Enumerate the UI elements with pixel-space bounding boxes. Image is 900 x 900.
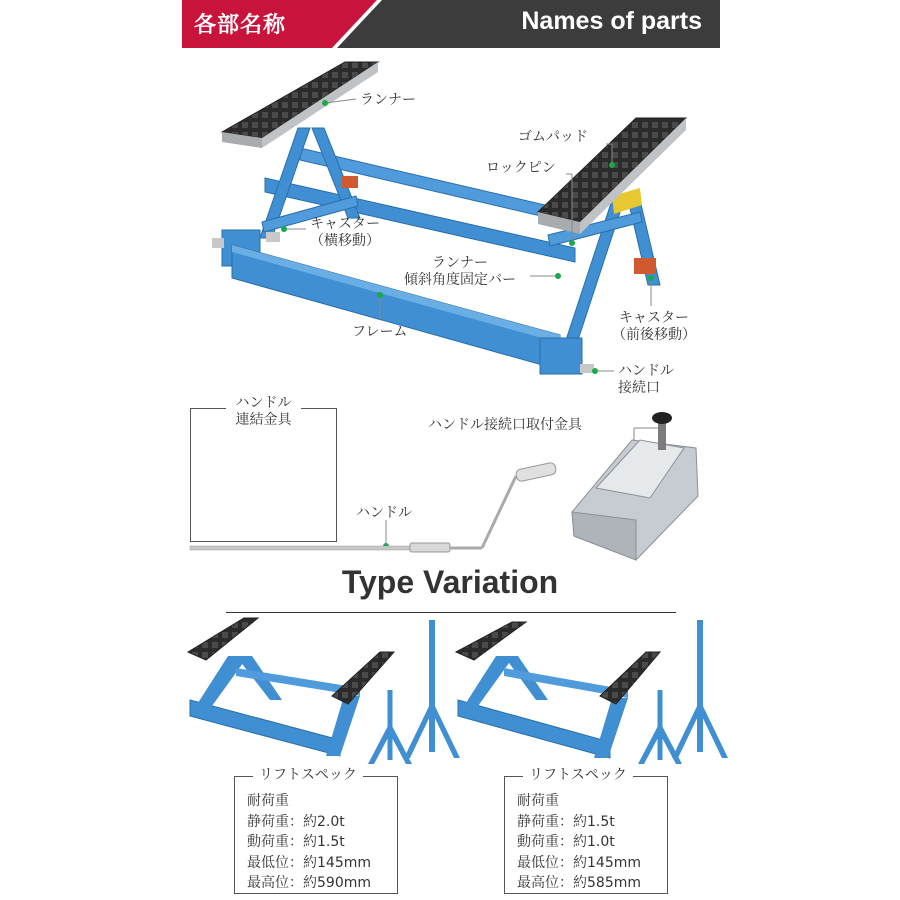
label-handle-port-line1: ハンドル — [618, 363, 674, 379]
label-coupling-line1: ハンドル — [235, 395, 292, 411]
label-handle-port — [618, 363, 674, 397]
type-variation-divider — [226, 612, 676, 613]
label-handle-port-line2: 接続口 — [618, 380, 660, 396]
bracket-illustration — [572, 412, 698, 560]
spec-box-1 — [234, 767, 398, 894]
spec-1-line: 静荷重：約2.0t — [247, 813, 345, 830]
spec-2-line: 耐荷重 — [517, 793, 559, 809]
spec-1-line: 最低位：約145mm — [247, 854, 371, 871]
label-coupling-line2: 連結金具 — [235, 412, 292, 428]
spec-2-line: 最高位：約585mm — [517, 875, 641, 891]
label-caster-side — [310, 216, 380, 250]
label-rubber-pad: ゴムパッド — [518, 129, 588, 145]
spec-box-2 — [504, 767, 668, 894]
spec-2-title: リフトスペック — [523, 767, 633, 784]
label-bracket: ハンドル接続口取付金具 — [428, 417, 582, 433]
spec-1-line: 最高位：約590mm — [247, 875, 371, 891]
spec-2-line: 最低位：約145mm — [517, 854, 641, 871]
label-caster-side-line1: キャスター — [310, 216, 380, 232]
label-caster-front-line2: （前後移動） — [612, 327, 696, 343]
spec-1-title: リフトスペック — [253, 767, 363, 784]
label-angle-bar-line1: ランナー — [432, 255, 488, 271]
spec-1-line: 動荷重：約1.5t — [247, 834, 345, 850]
label-angle-bar — [404, 255, 516, 289]
spec-2-line: 動荷重：約1.0t — [517, 834, 615, 850]
label-caster-side-line2: （横移動） — [310, 233, 380, 249]
spec-2-line: 静荷重：約1.5t — [517, 813, 615, 830]
variation-2-illustration — [456, 620, 728, 764]
label-caster-front-line1: キャスター — [619, 310, 689, 326]
label-coupling — [226, 395, 301, 429]
label-lock-pin: ロックピン — [486, 160, 556, 176]
label-runner: ランナー — [360, 92, 416, 108]
type-variation-title: Type Variation — [341, 564, 559, 600]
label-angle-bar-line2: 傾斜角度固定バー — [404, 272, 516, 288]
variation-1-illustration — [188, 618, 460, 764]
label-handle: ハンドル — [356, 505, 412, 521]
spec-1-line: 耐荷重 — [247, 793, 289, 809]
header-title-ja: 各部名称 — [194, 13, 287, 38]
label-frame: フレーム — [352, 324, 408, 340]
label-caster-front — [612, 310, 696, 344]
header-title-en: Names of parts — [521, 7, 702, 35]
